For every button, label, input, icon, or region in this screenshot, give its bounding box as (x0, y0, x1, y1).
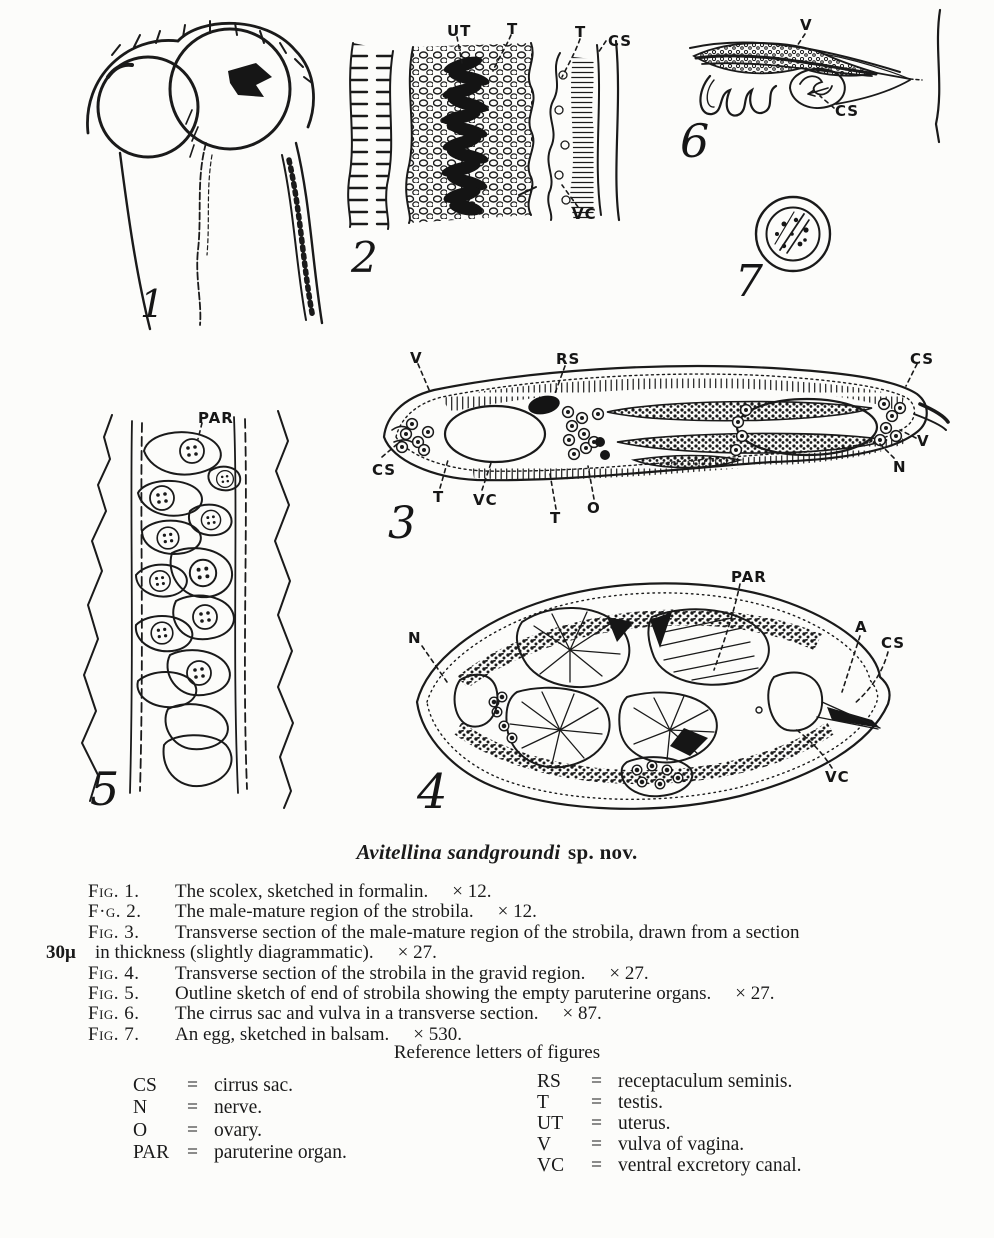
caption-text: An egg, sketched in balsam. (175, 1023, 390, 1045)
ref-abbr: V (537, 1134, 552, 1155)
ref-abbr: T (537, 1092, 549, 1113)
caption-label: Fig. 4. (88, 962, 140, 984)
fig4-label-n: N (408, 629, 422, 647)
fig7-number: 7 (735, 256, 763, 307)
fig3-label-rs: RS (556, 350, 581, 368)
ref-definition: cirrus sac. (214, 1075, 294, 1096)
reference-letters-heading: Reference letters of figures (393, 1042, 601, 1063)
equals-sign: = (591, 1113, 602, 1134)
equals-sign: = (187, 1119, 198, 1141)
ref-abbr: VC (537, 1155, 565, 1176)
caption-magnification: × 87. (562, 1003, 602, 1025)
fig5-number: 5 (90, 762, 120, 816)
ref-definition: testis. (618, 1092, 663, 1113)
fig4-label-vc: VC (825, 768, 850, 786)
caption-magnification: × 12. (497, 901, 537, 923)
fig3-label-n: N (893, 458, 907, 476)
caption-fig4 (0, 963, 994, 983)
reference-row-v (537, 1134, 802, 1155)
fig4-number: 4 (417, 764, 448, 820)
reference-row-par (133, 1142, 347, 1164)
reference-row-rs (537, 1071, 802, 1092)
fig6-number: 6 (680, 114, 710, 168)
reference-column-right (537, 1071, 802, 1176)
caption-fig3-line1 (0, 922, 994, 942)
caption-label: F·g. 2. (88, 901, 142, 923)
fig1-drawing (60, 15, 320, 345)
reference-row-cs (133, 1075, 347, 1097)
caption-label: Fig. 7. (88, 1023, 140, 1045)
ref-abbr: CS (133, 1075, 157, 1096)
lateral-vesicles (455, 673, 880, 731)
equals-sign: = (187, 1097, 198, 1119)
caption-fig5 (0, 983, 994, 1003)
fig3-label-vc: VC (473, 491, 498, 509)
fig5-label-par: PAR (198, 409, 234, 427)
paruterine-organs (136, 432, 240, 786)
fig3-label-v-right: V (917, 432, 930, 450)
caption-text: The male-mature region of the strobila. (175, 901, 474, 923)
caption-magnification: × 12. (452, 881, 492, 902)
reference-row-n (133, 1097, 347, 1119)
species-name-roman: sp. nov. (562, 840, 638, 864)
ref-definition: ventral excretory canal. (618, 1155, 802, 1176)
equals-sign: = (187, 1142, 198, 1164)
ref-definition: ovary. (214, 1119, 263, 1141)
reference-row-vc (537, 1155, 802, 1176)
fig6-label-cs: CS (835, 102, 860, 120)
reference-row-ut (537, 1113, 802, 1134)
reference-row-o (133, 1120, 347, 1142)
ref-abbr: O (133, 1119, 148, 1141)
figure-6-and-7 (672, 8, 982, 308)
equals-sign: = (591, 1071, 602, 1092)
caption-label: Fig. 6. (88, 1003, 140, 1025)
egg-drawing (756, 197, 830, 271)
central-proglottid-band (406, 43, 536, 223)
fig3-label-o: O (587, 499, 601, 517)
caption-thickness-value: 30μ (46, 942, 76, 964)
right-hatched-strip (548, 41, 619, 223)
reference-row-t (537, 1092, 802, 1113)
caption-text: The scolex, sketched in formalin. (175, 881, 429, 902)
equals-sign: = (591, 1092, 602, 1113)
sucker-shadow-blotch (228, 63, 272, 97)
caption-label: Fig. 1. (88, 881, 140, 902)
left-ladder-strip (348, 43, 393, 229)
reference-column-left (133, 1075, 347, 1165)
ref-definition: paruterine organ. (214, 1142, 347, 1164)
ref-abbr: PAR (133, 1142, 170, 1164)
fig2-drawing (335, 15, 640, 285)
figure-2-strobila (335, 15, 640, 285)
cirrus-sac-vulva-section (690, 10, 940, 142)
plate-title (0, 840, 994, 865)
fig3-number: 3 (388, 498, 416, 549)
figure-4-gravid-section (402, 562, 907, 822)
ref-abbr: UT (537, 1113, 563, 1134)
caption-fig3-line2 (0, 942, 994, 962)
fig3-label-t-mid: T (550, 509, 562, 527)
caption-label: Fig. 3. (88, 921, 140, 943)
caption-fig6 (0, 1003, 994, 1023)
fig6-label-v: V (800, 16, 813, 34)
fig3-label-v-top: V (410, 349, 423, 367)
caption-magnification: × 27. (735, 982, 775, 1004)
ref-abbr: RS (537, 1071, 561, 1092)
fig3-label-t-left: T (433, 488, 445, 506)
body-margin-line (936, 10, 940, 142)
ref-definition: nerve. (214, 1097, 263, 1119)
figure-3-transverse-section (372, 342, 952, 547)
caption-magnification: × 27. (609, 962, 649, 984)
fig4-label-a: A (855, 618, 868, 636)
caption-magnification: × 530. (413, 1023, 462, 1045)
caption-text: Outline sketch of end of strobila showing the empty paruterine organs. (175, 982, 712, 1004)
fig1-number: 1 (140, 282, 165, 326)
fig2-label-cs: CS (608, 32, 633, 50)
equals-sign: = (591, 1155, 602, 1176)
species-name-italic: Avitellina sandgroundi (356, 840, 561, 864)
caption-text: Transverse section of the strobila in the gravid region. (175, 962, 586, 984)
fig6-fig7-drawing (672, 8, 982, 308)
fig2-number: 2 (351, 233, 378, 282)
caption-magnification: × 27. (397, 942, 437, 964)
fig4-label-par: PAR (731, 568, 767, 586)
figure-captions (0, 881, 994, 1044)
fig2-label-t2: T (575, 23, 587, 41)
caption-text: The cirrus sac and vulva in a transverse section. (175, 1003, 539, 1025)
ref-abbr: N (133, 1097, 148, 1119)
ref-definition: uterus. (618, 1113, 671, 1134)
caption-fig1 (0, 881, 994, 901)
equals-sign: = (187, 1075, 198, 1096)
caption-fig2 (0, 901, 994, 921)
fig2-label-ut: UT (447, 22, 472, 40)
caption-text: in thickness (slightly diagrammatic). (95, 942, 374, 964)
figure-5-paruterine-strip (72, 393, 317, 823)
caption-text: Transverse section of the male-mature region of the strobila, drawn from a section (175, 921, 800, 943)
ref-definition: receptaculum seminis. (618, 1071, 793, 1092)
fig3-label-cs-right: CS (910, 350, 935, 368)
fig3-label-cs-left: CS (372, 461, 397, 479)
caption-label: Fig. 5. (88, 982, 140, 1004)
fig2-label-vc: VC (572, 205, 597, 223)
fig2-label-t1: T (507, 20, 519, 38)
fig4-label-cs: CS (881, 634, 906, 652)
ref-definition: vulva of vagina. (618, 1134, 745, 1155)
fig3-drawing (372, 342, 952, 547)
figure-1-scolex (60, 15, 320, 345)
fig5-drawing (72, 393, 317, 823)
equals-sign: = (591, 1134, 602, 1155)
